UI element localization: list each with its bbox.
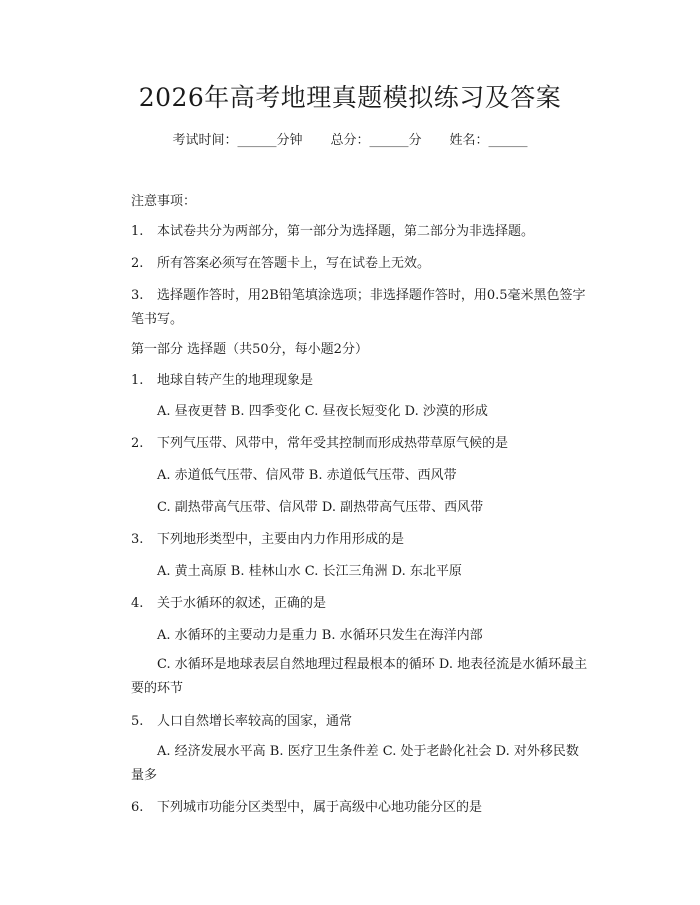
notice-item — [131, 254, 430, 274]
question — [131, 798, 482, 818]
question-options: A. 赤道低气压带、信风带 B. 赤道低气压带、西风带 — [157, 468, 457, 483]
question — [131, 530, 404, 550]
question-number: 2. — [131, 436, 144, 451]
question-options — [131, 740, 591, 788]
total-score-field: 总分：______分 — [330, 133, 422, 148]
question-options: C. 副热带高气压带、信风带 D. 副热带高气压带、西风带 — [157, 500, 484, 515]
question-text: 关于水循环的叙述，正确的是 — [157, 596, 327, 611]
question-text: 人口自然增长率较高的国家，通常 — [157, 714, 353, 729]
notice-item — [131, 284, 591, 332]
question-options: A. 黄土高原 B. 桂林山水 C. 长江三角洲 D. 东北平原 — [157, 564, 462, 579]
question-number: 5. — [131, 714, 144, 729]
exam-time-field: 考试时间：______分钟 — [172, 133, 303, 148]
question-options — [131, 653, 591, 701]
section-heading: 第一部分 选择题（共50分，每小题2分） — [131, 342, 368, 357]
question-number: 1. — [131, 373, 144, 388]
notice-item-text: 所有答案必须写在答题卡上，写在试卷上无效。 — [157, 256, 431, 271]
notice-item-number: 1. — [131, 224, 144, 239]
question-text: 下列气压带、风带中，常年受其控制而形成热带草原气候的是 — [157, 436, 509, 451]
name-field: 姓名：______ — [449, 133, 528, 148]
question — [131, 594, 326, 614]
notice-item-number: 2. — [131, 256, 144, 271]
question-text: 下列地形类型中，主要由内力作用形成的是 — [157, 532, 405, 547]
question-options: A. 水循环的主要动力是重力 B. 水循环只发生在海洋内部 — [157, 628, 483, 643]
notice-item — [131, 222, 534, 242]
notice-item-text: 本试卷共分为两部分，第一部分为选择题，第二部分为非选择题。 — [157, 224, 535, 239]
question-options-text: A. 经济发展水平高 B. 医疗卫生条件差 C. 处于老龄化社会 D. 对外移民数量多 — [131, 744, 579, 783]
notice-item-number: 3. — [131, 288, 144, 303]
notice-heading: 注意事项： — [131, 194, 197, 209]
exam-meta — [0, 131, 700, 151]
question — [131, 434, 508, 454]
question-options-text: C. 水循环是地球表层自然地理过程最根本的循环 D. 地表径流是水循环最主要的环节 — [131, 657, 588, 696]
question — [131, 712, 352, 732]
question-number: 4. — [131, 596, 144, 611]
question-number: 6. — [131, 800, 144, 815]
question-text: 地球自转产生的地理现象是 — [157, 373, 314, 388]
question-options: A. 昼夜更替 B. 四季变化 C. 昼夜长短变化 D. 沙漠的形成 — [157, 404, 488, 419]
question-number: 3. — [131, 532, 144, 547]
question — [131, 371, 313, 391]
page-title: 2026年高考地理真题模拟练习及答案 — [138, 83, 562, 112]
notice-item-text: 选择题作答时，用2B铅笔填涂选项；非选择题作答时，用0.5毫米黑色签字笔书写。 — [131, 288, 586, 327]
question-text: 下列城市功能分区类型中，属于高级中心地功能分区的是 — [157, 800, 483, 815]
